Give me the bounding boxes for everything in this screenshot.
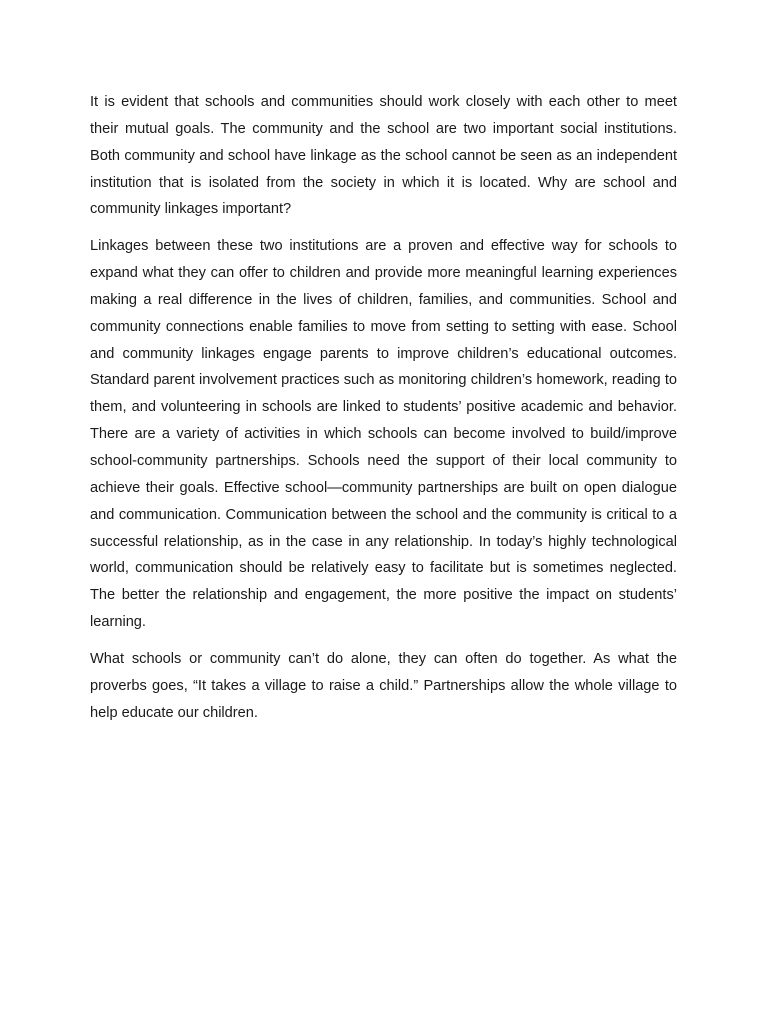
paragraph-conclusion: What schools or community can’t do alone, they can often do together. As what the proverbs goes, “It takes a village to raise a child.” Partnerships allow the whole village to help educate our children. bbox=[90, 650, 677, 721]
paragraph-school-community-goals: It is evident that schools and communities should work closely with each other to meet their mutual goals. The community and the school are two important social institutions. Both community and school have linkage as the school cannot be seen as an independent institution that is isolated from the society in which it is located. Why are school and community linkages important? bbox=[90, 94, 677, 218]
paragraph-linkage-benefits: Linkages between these two institutions are a proven and effective way for schools to expand what they can offer to children and provide more meaningful learning experiences making a real difference in the lives of children, families, and communities. School and community connections enable families to move from setting to setting with ease. School and community linkages engage parents to improve children’s educational outcomes. Standard parent involvement practices such as monitoring children’s homework, reading to them, and volunteering in schools are linked to students’ positive academic and behavior. There are a variety of activities in which schools can become involved to build/improve school-community partnerships. Schools need the support of their local community to achieve their goals. Effective school—community partnerships are built on open dialogue and communication. Communication between the school and the community is critical to a successful relationship, as in the case in any relationship. In today’s highly technological world, communication should be relatively easy to facilitate but is sometimes neglected. The better the relationship and engagement, the more positive the impact on students’ learning. bbox=[90, 238, 677, 631]
document-body bbox=[90, 89, 677, 736]
